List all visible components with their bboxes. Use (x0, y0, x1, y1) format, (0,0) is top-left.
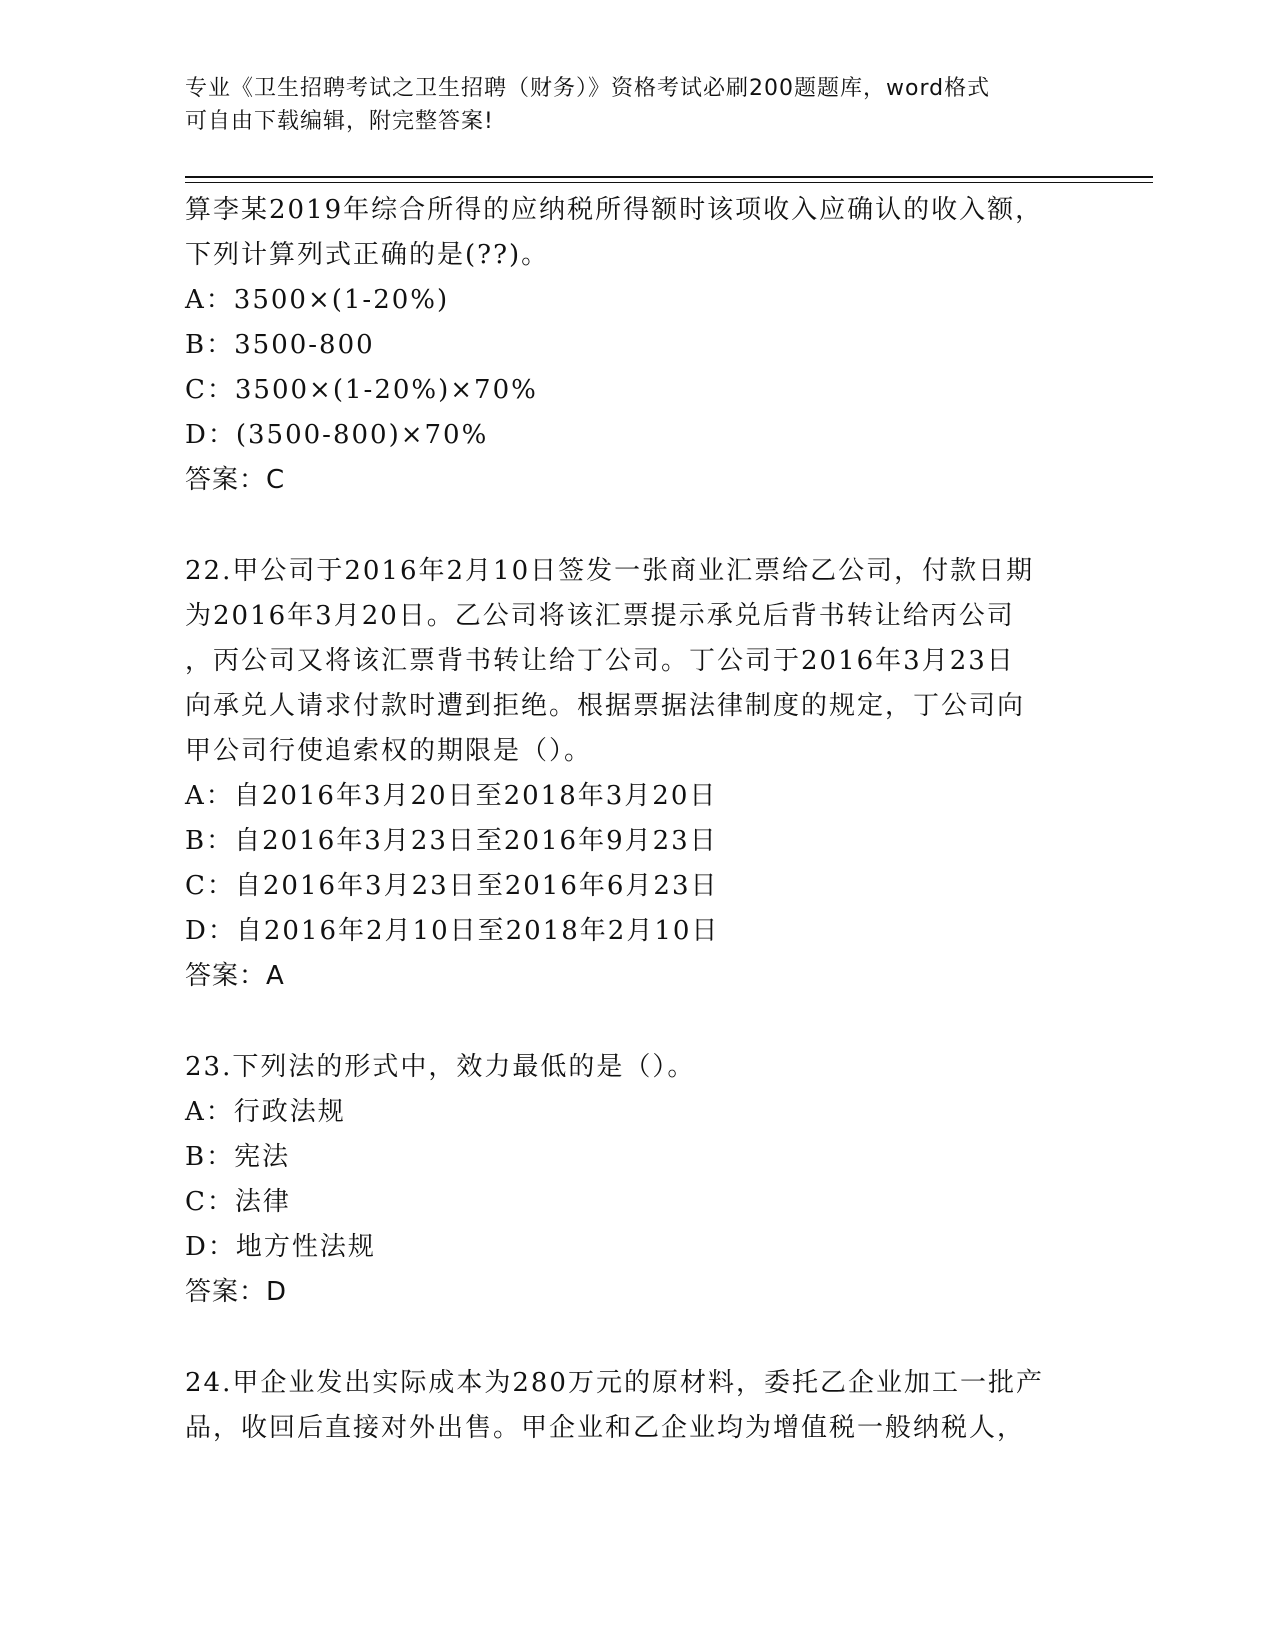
header-rule-thin (185, 182, 1153, 183)
option-b: B：自2016年3月23日至2016年9月23日 (185, 826, 718, 856)
document-header (185, 72, 1065, 138)
header-line-1: 专业《卫生招聘考试之卫生招聘（财务）》资格考试必刷200题题库，word格式 (185, 76, 991, 101)
question-23 (185, 1045, 1085, 1315)
question-stem-line: 下列计算列式正确的是(??)。 (185, 240, 550, 270)
answer: 答案：C (185, 465, 286, 495)
question-stem-line: 23.下列法的形式中，效力最低的是（）。 (185, 1052, 696, 1082)
option-c: C：3500×(1-20%)×70% (185, 375, 538, 405)
spacer (185, 503, 1085, 549)
document-body (185, 188, 1085, 1451)
question-stem-line: 22.甲公司于2016年2月10日签发一张商业汇票给乙公司，付款日期 (185, 556, 1035, 586)
option-c: C：法律 (185, 1187, 291, 1217)
question-22 (185, 549, 1085, 999)
header-rule-thick (185, 176, 1153, 178)
question-24 (185, 1361, 1085, 1451)
question-stem-line: 甲公司行使追索权的期限是（）。 (185, 736, 593, 766)
question-stem-line: 为2016年3月20日。乙公司将该汇票提示承兑后背书转让给丙公司 (185, 601, 1015, 631)
question-stem-line: 品，收回后直接对外出售。甲企业和乙企业均为增值税一般纳税人， (185, 1413, 1026, 1443)
question-stem-line: 算李某2019年综合所得的应纳税所得额时该项收入应确认的收入额， (185, 195, 1044, 225)
answer: 答案：D (185, 1277, 288, 1307)
option-b: B：宪法 (185, 1142, 291, 1172)
option-d: D：(3500-800)×70% (185, 420, 489, 450)
option-a: A：自2016年3月20日至2018年3月20日 (185, 781, 718, 811)
answer: 答案：A (185, 961, 285, 991)
option-b: B：3500-800 (185, 330, 375, 360)
option-c: C：自2016年3月23日至2016年6月23日 (185, 871, 719, 901)
spacer (185, 1315, 1085, 1361)
question-stem-line: ，丙公司又将该汇票背书转让给丁公司。丁公司于2016年3月23日 (185, 646, 1015, 676)
question-stem-line: 24.甲企业发出实际成本为280万元的原材料，委托乙企业加工一批产 (185, 1368, 1044, 1398)
option-a: A：3500×(1-20%) (185, 285, 450, 315)
option-d: D：自2016年2月10日至2018年2月10日 (185, 916, 720, 946)
question-21 (185, 188, 1085, 503)
header-line-2: 可自由下载编辑，附完整答案! (185, 109, 494, 134)
question-stem-line: 向承兑人请求付款时遭到拒绝。根据票据法律制度的规定，丁公司向 (185, 691, 1026, 721)
option-a: A：行政法规 (185, 1097, 346, 1127)
spacer (185, 999, 1085, 1045)
option-d: D：地方性法规 (185, 1232, 376, 1262)
